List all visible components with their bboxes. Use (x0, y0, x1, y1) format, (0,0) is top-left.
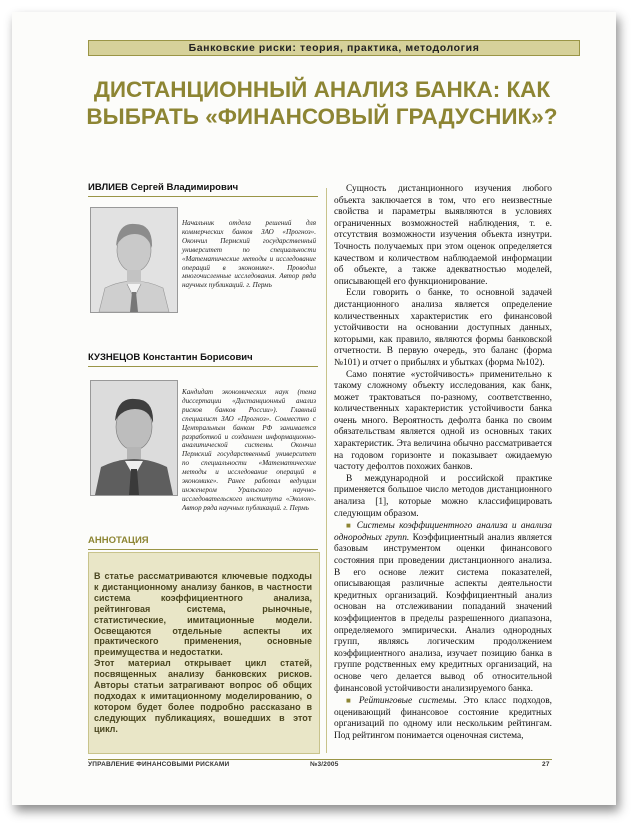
author-1-photo (90, 207, 178, 313)
body-paragraph-6 (334, 695, 552, 742)
annotation-text (94, 571, 312, 735)
body-paragraph-3: Само понятие «устойчивость» применительно к такому сложному объекту исследования, как банк, может трактоваться по-разному, соответственно, количественных характеристик устойчивости банка очень много. Вероятность дефолта банка по своим обязательствам является одной из основных таких характеристик. Эта величина обычно рассматривается на годовом горизонте и показывает ожидаемую частоту дефолтов похожих банков. (334, 369, 552, 473)
author-2-photo (90, 380, 178, 496)
body-paragraph-5-text: Коэффициентный анализ является базовым инструментом оценки финансового состояния при проведении дистанционного анализа. В его основе лежит система показателей, описывающая различные аспекты деятельности кредитных организаций. Коэффициентный анализ основан на отслеживании попаданий значений коэффициентов в пределы разрешенного диапазона, определяемого эмпирически. Анализ однородных групп, являясь логическим продолжением коэффициентного анализа, изучает позицию банка в группе родственных ему кредитных организаций, на основе чего делается вывод об относительной финансовой устойчивости анализируемого банка. (334, 532, 552, 694)
bullet-square-icon: ■ (346, 696, 355, 706)
footer-issue: №3/2005 (310, 761, 339, 768)
footer-journal: УПРАВЛЕНИЕ ФИНАНСОВЫМИ РИСКАМИ (88, 761, 230, 768)
author-1-header (88, 180, 318, 197)
bullet-square-icon: ■ (346, 521, 353, 531)
annotation-paragraph-2: Этот материал открывает цикл статей, посвященных анализу банковских рисков. Авторы статьи затрагивают вопрос об общих подходах к имитационному моделированию, о котором будет более подробно рассказано в следующих публикациях, вошедших в этот цикл. (94, 658, 312, 734)
author-2-given: Константин Борисович (142, 352, 253, 363)
author-1-bio: Начальник отдела решений для коммерческих банков ЗАО «Прогноз». Окончил Пермский государственный университет по специальности «Математические методы и исследование операций в экономике». Проводил многочисленные исследования. Автор ряда научных публикаций. г. Пермь (182, 219, 316, 290)
author-1-surname: ИВЛИЕВ (88, 182, 129, 193)
magazine-page (12, 12, 616, 805)
column-divider (326, 188, 327, 753)
body-paragraph-1: Сущность дистанционного изучения любого объекта заключается в том, что его неизвестные свойства и параметры выявляются в условиях ограниченных возможностей наблюдения, т. е. отсутствия возможности изучения объекта изнутри. Точность получаемых при этом оценок определяется качеством и количеством наблюдаемой информации об объекте, а также адекватностью моделей, описывающей его функционирование. (334, 184, 552, 287)
author-2-bio: Кандидат экономических наук (тема диссертации «Дистанционный анализ рисков банков России»). Главный специалист ЗАО «Прогноз». Совместно с Центральным банком РФ занимается разработкой и созданием информационно-аналитической системы. Окончил Пермский государственный университет по специальности «Математические методы и исследование операций в экономике». Ранее работал ведущим инженером Уральского научно-исследовательского института «Эколон». Автор ряда научных публикаций. г. Пермь (182, 388, 316, 512)
footer-rule (88, 759, 552, 760)
annotation-heading: АННОТАЦИЯ (88, 534, 318, 550)
body-paragraph-2: Если говорить о банке, то основной задачей дистанционного анализа является определение количественных характеристик его финансовой устойчивости на основании доступных данных, которыми, как правило, являются формы банковской отчетности. В первую очередь, это баланс (форма №101) и отчет о прибылях и убытках (форма №102). (334, 288, 552, 368)
article-body (334, 184, 552, 743)
body-paragraph-5 (334, 520, 552, 695)
author-2-surname: КУЗНЕЦОВ (88, 352, 141, 363)
annotation-paragraph-1: В статье рассматриваются ключевые подходы к дистанционному анализу банков, в частности система коэффициентного анализа, рейтинговая система, рыночные, статистические, имитационные модели. Освещаются отдельные аспекты их практического применения, основные преимущества и недостатки. (94, 571, 312, 658)
body-paragraph-5-lead: Системы коэффициентного анализа и анализа однородных групп. (334, 521, 552, 543)
author-1-given: Сергей Владимирович (130, 182, 239, 193)
body-paragraph-6-lead: Рейтинговые системы. (358, 696, 457, 707)
article-title: ДИСТАНЦИОННЫЙ АНАЛИЗ БАНКА: КАК ВЫБРАТЬ «ФИНАНСОВЫЙ ГРАДУСНИК»? (86, 77, 558, 129)
author-2-header (88, 350, 318, 367)
footer-page-number: 27 (542, 761, 550, 768)
body-paragraph-6-text: Это класс подходов, оценивающий финансовое состояние кредитных организаций по одному или нескольким рейтингам. Под рейтингом понимается оценочная система, (334, 696, 553, 741)
body-paragraph-4: В международной и российской практике применяется большое число методов дистанционного анализа [1], которые можно классифицировать следующим образом. (334, 473, 552, 519)
section-rubric: Банковские риски: теория, практика, методология (88, 40, 580, 56)
